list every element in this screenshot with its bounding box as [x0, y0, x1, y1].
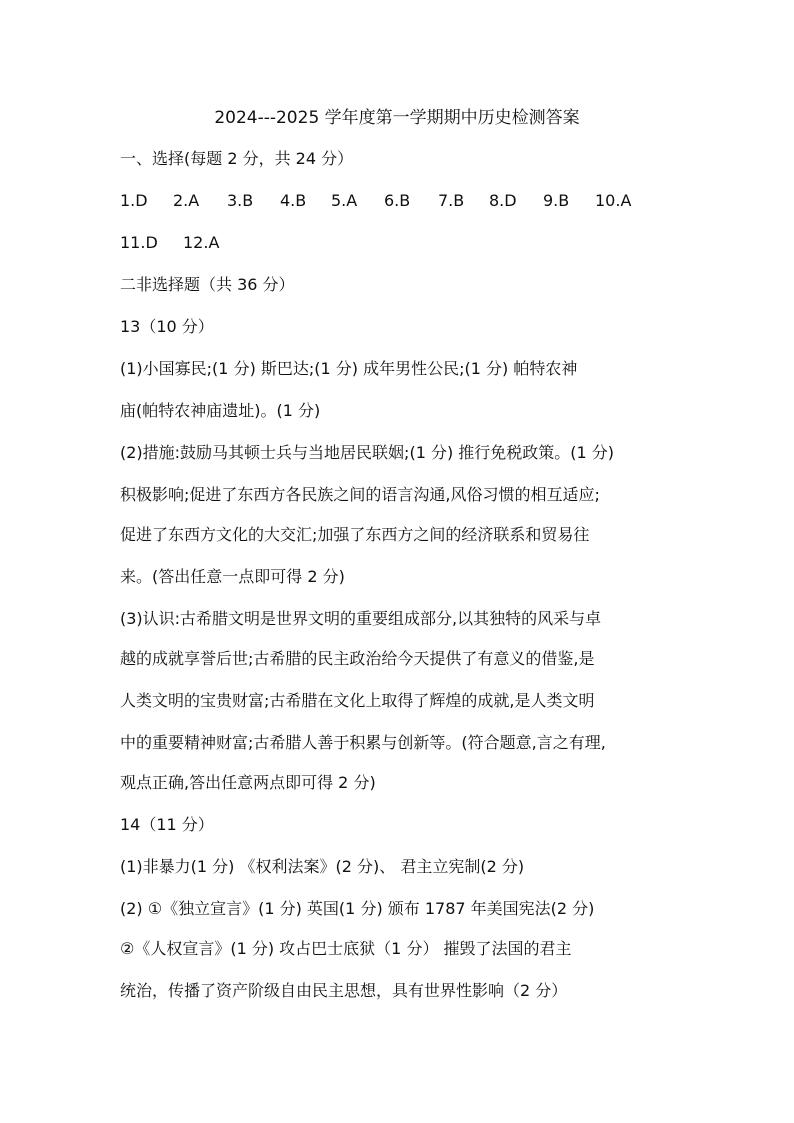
answer-2: 2.A [173, 191, 200, 210]
answer-11: 11.D [120, 233, 158, 252]
q14-heading: 14（11 分） [120, 815, 214, 834]
answer-10: 10.A [595, 191, 632, 210]
q14-line: ②《人权宣言》(1 分) 攻占巴士底狱（1 分） 摧毁了法国的君主 [120, 939, 572, 958]
q14-line: (2) ①《独立宣言》(1 分) 英国(1 分) 颁布 1787 年美国宪法(2 分) [120, 899, 595, 918]
q13-line: (3)认识:古希腊文明是世界文明的重要组成部分,以其独特的风采与卓 [120, 609, 602, 628]
q13-line: 来。(答出任意一点即可得 2 分) [120, 567, 345, 586]
q14-line: (1)非暴力(1 分) 《权利法案》(2 分)、 君主立宪制(2 分) [120, 857, 525, 876]
answer-8: 8.D [489, 191, 517, 210]
answer-12: 12.A [183, 233, 220, 252]
answer-4: 4.B [280, 191, 307, 210]
q13-line: 庙(帕特农神庙遗址)。(1 分) [120, 401, 321, 420]
q13-line: (1)小国寡民;(1 分) 斯巴达;(1 分) 成年男性公民;(1 分) 帕特农神 [120, 359, 578, 378]
answer-6: 6.B [384, 191, 411, 210]
q13-line: 观点正确,答出任意两点即可得 2 分) [120, 773, 376, 792]
q13-line: 积极影响;促进了东西方各民族之间的语言沟通,风俗习惯的相互适应; [120, 485, 600, 504]
q13-line: (2)措施:鼓励马其顿士兵与当地居民联姻;(1 分) 推行免税政策。(1 分) [120, 443, 615, 462]
q13-heading: 13（10 分） [120, 317, 214, 336]
q13-line: 中的重要精神财富;古希腊人善于积累与创新等。(符合题意,言之有理, [120, 733, 606, 752]
q13-line: 促进了东西方文化的大交汇;加强了东西方之间的经济联系和贸易往 [120, 525, 590, 544]
page-title: 2024---2025 学年度第一学期期中历史检测答案 [214, 108, 580, 128]
answer-7: 7.B [438, 191, 465, 210]
answer-3: 3.B [227, 191, 254, 210]
answer-9: 9.B [543, 191, 570, 210]
q14-line: 统治，传播了资产阶级自由民主思想，具有世界性影响（2 分） [120, 981, 568, 1000]
section1-heading: 一、选择(每题 2 分，共 24 分） [120, 149, 354, 168]
q13-line: 人类文明的宝贵财富;古希腊在文化上取得了辉煌的成就,是人类文明 [120, 691, 595, 710]
answer-5: 5.A [331, 191, 358, 210]
q13-line: 越的成就享誉后世;古希腊的民主政治给今天提供了有意义的借鉴,是 [120, 649, 595, 668]
answer-1: 1.D [120, 191, 148, 210]
section2-heading: 二非选择题（共 36 分） [120, 275, 295, 294]
